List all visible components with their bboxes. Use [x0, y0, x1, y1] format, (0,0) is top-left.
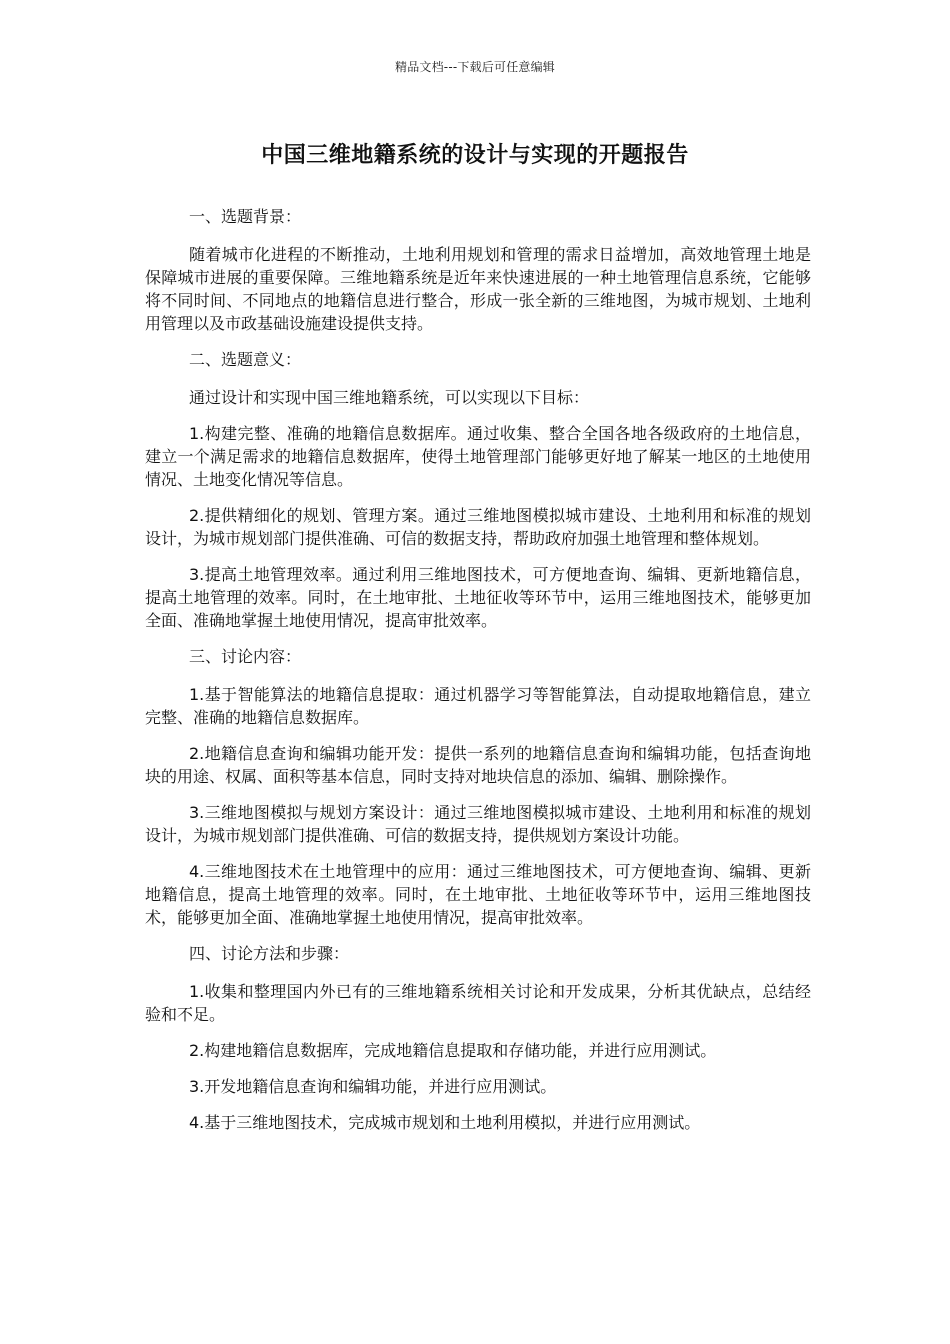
paragraph: 随着城市化进程的不断推动，土地利用规划和管理的需求日益增加，高效地管理土地是保障城市进展的重要保障。三维地籍系统是近年来快速进展的一种土地管理信息系统，它能够将不同时间、不同地点的地籍信息进行整合，形成一张全新的三维地图，为城市规划、土地利用管理以及市政基础设施建设提供支持。 — [145, 245, 811, 333]
paragraph: 1.构建完整、准确的地籍信息数据库。通过收集、整合全国各地各级政府的土地信息，建立一个满足需求的地籍信息数据库，使得土地管理部门能够更好地了解某一地区的土地使用情况、土地变化情况等信息。 — [145, 424, 811, 489]
section-heading: 二、选题意义： — [189, 350, 302, 369]
paragraph: 2.构建地籍信息数据库，完成地籍信息提取和存储功能，并进行应用测试。 — [189, 1041, 717, 1060]
paragraph: 1.基于智能算法的地籍信息提取：通过机器学习等智能算法，自动提取地籍信息，建立完整、准确的地籍信息数据库。 — [145, 685, 811, 727]
page-header: 精品文档---下载后可任意编辑 — [395, 60, 555, 74]
section-heading: 三、讨论内容： — [189, 647, 302, 666]
paragraph: 3.三维地图模拟与规划方案设计：通过三维地图模拟城市建设、土地利用和标准的规划设计，为城市规划部门提供准确、可信的数据支持，提供规划方案设计功能。 — [145, 803, 811, 845]
paragraph: 4.三维地图技术在土地管理中的应用：通过三维地图技术，可方便地查询、编辑、更新地籍信息，提高土地管理的效率。同时，在土地审批、土地征收等环节中，运用三维地图技术，能够更加全面、准确地掌握土地使用情况，提高审批效率。 — [145, 862, 811, 927]
section-heading: 四、讨论方法和步骤： — [189, 944, 350, 963]
paragraph: 通过设计和实现中国三维地籍系统，可以实现以下目标： — [189, 388, 590, 407]
paragraph: 2.地籍信息查询和编辑功能开发：提供一系列的地籍信息查询和编辑功能，包括查询地块的用途、权属、面积等基本信息，同时支持对地块信息的添加、编辑、删除操作。 — [145, 744, 811, 786]
document-title: 中国三维地籍系统的设计与实现的开题报告 — [261, 143, 689, 168]
paragraph: 3.提高土地管理效率。通过利用三维地图技术，可方便地查询、编辑、更新地籍信息，提高土地管理的效率。同时，在土地审批、土地征收等环节中，运用三维地图技术，能够更加全面、准确地掌握土地使用情况，提高审批效率。 — [145, 565, 811, 630]
paragraph: 3.开发地籍信息查询和编辑功能，并进行应用测试。 — [189, 1077, 557, 1096]
paragraph: 1.收集和整理国内外已有的三维地籍系统相关讨论和开发成果，分析其优缺点，总结经验和不足。 — [145, 982, 811, 1024]
paragraph: 4.基于三维地图技术，完成城市规划和土地利用模拟，并进行应用测试。 — [189, 1113, 701, 1132]
section-heading: 一、选题背景： — [189, 207, 302, 226]
document-body — [145, 205, 811, 1147]
paragraph: 2.提供精细化的规划、管理方案。通过三维地图模拟城市建设、土地利用和标准的规划设计，为城市规划部门提供准确、可信的数据支持，帮助政府加强土地管理和整体规划。 — [145, 506, 811, 548]
